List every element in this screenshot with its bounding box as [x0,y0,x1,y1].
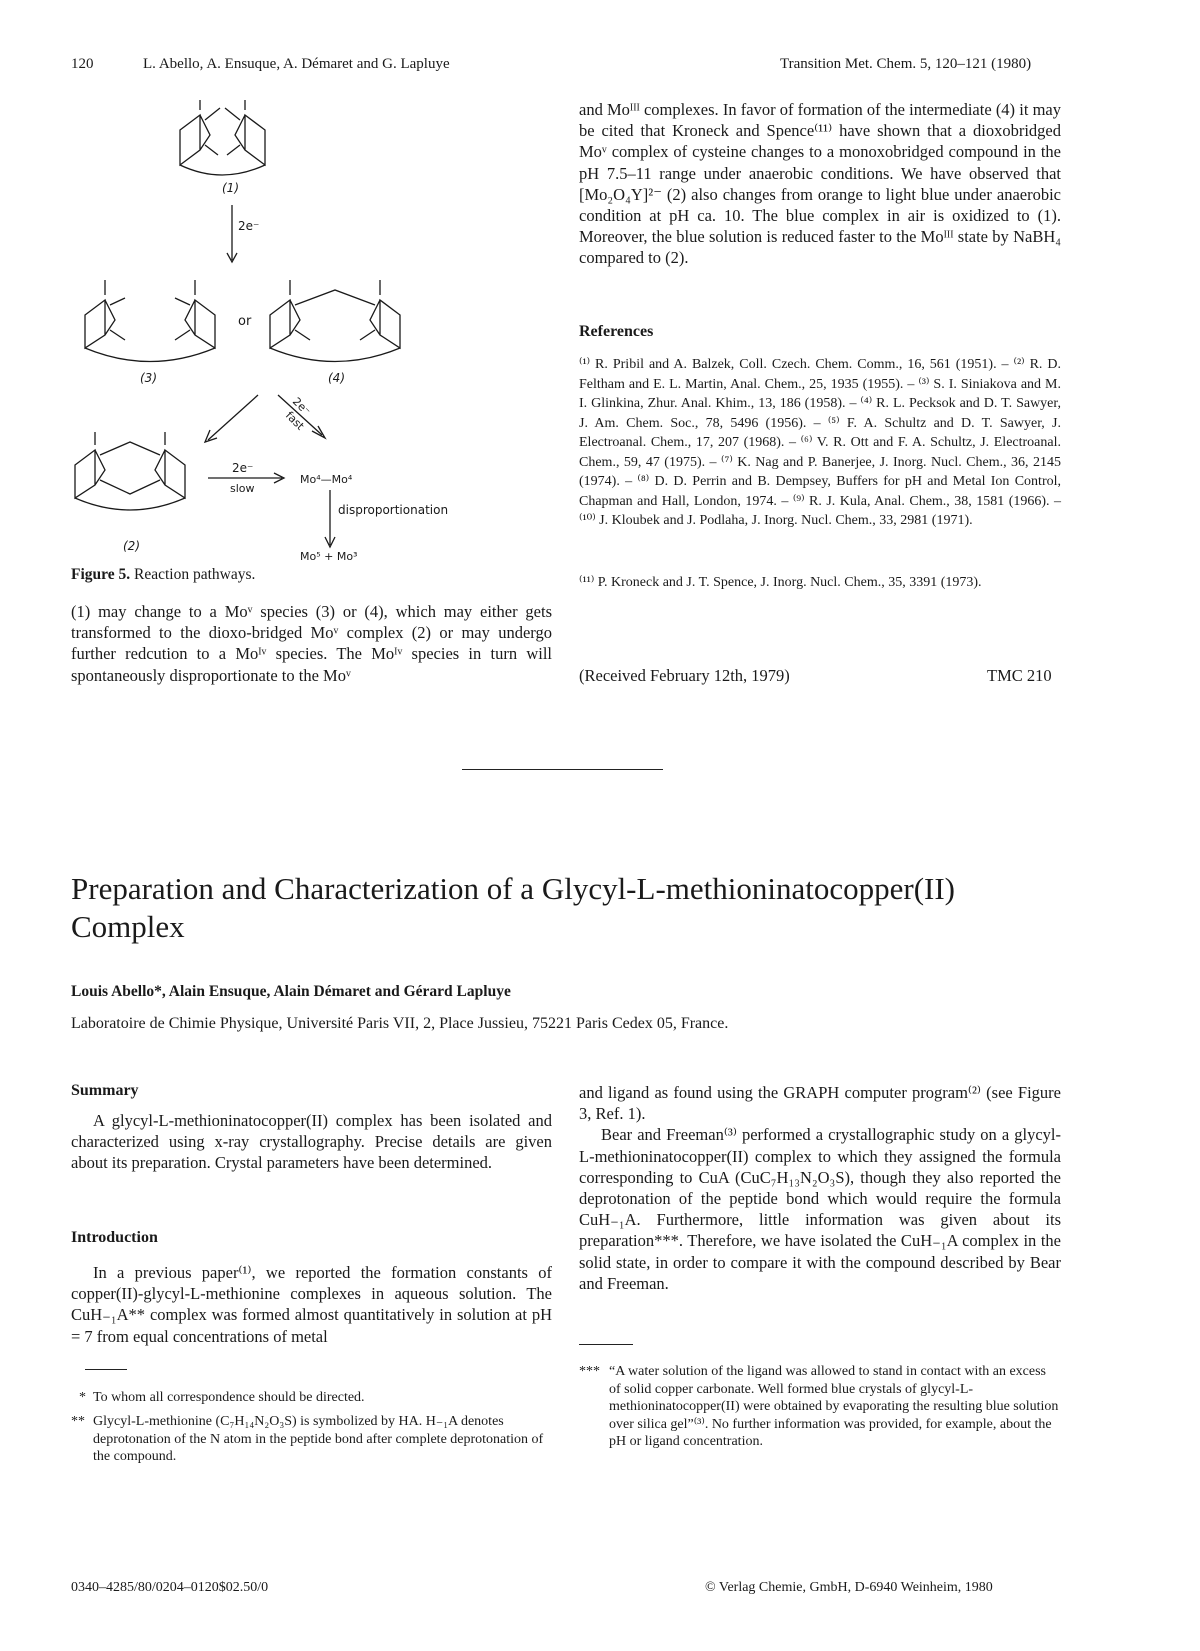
arrow-label-2e-fast: 2e⁻ [289,394,313,418]
footer-code: 0340–4285/80/0204–0120$02.50/0 [71,1580,269,1595]
article-title: Preparation and Characterization of a Glycyl-L-methioninatocopper(II) Complex [71,871,955,944]
article-authors: Louis Abello*, Alain Ensuque, Alain Démaret and Gérard Lapluye [71,983,511,1000]
article-separator [462,769,663,770]
right-body-paragraph-2: Bear and Freeman⁽³⁾ performed a crystallographic study on a glycyl-L-methioninatocopper(II) complex to which they assigned the formula corresponding to CuA (CuC₇H₁₃N₂O₃S), though they also reported the deprotonation of the peptide bond which would require the formula CuH₋₁A. Furthermore, little information was given about its preparation***. Therefore, we have isolated the CuH₋₁A complex in the solid state, in order to compare it with the compound described by Bear and Freeman. [579,1125,1061,1293]
right-body-text [579,1082,1061,1294]
compound-label-3: (3) [140,371,157,385]
references-heading: References [579,323,654,340]
introduction-text [71,1262,552,1347]
reaction-pathway-diagram [60,90,480,575]
running-header-journal: Transition Met. Chem. 5, 120–121 (1980) [780,56,1032,72]
footnote-tstar-marker: *** [579,1364,600,1379]
figure-caption-label: Figure 5. [71,566,131,583]
footnote-tstar-text: “A water solution of the ligand was allowed to stand in contact with an excess of solid copper carbonate. Well formed blue crystals of glycyl-L-methioninatocopper(II) were obtained by evaporating the resulting blue solution over silica gel”⁽³⁾. No further information was provided, for example, about the pH or ligand concentration. [609,1364,1059,1449]
disproportionation-label: disproportionation [338,503,449,517]
received-date: (Received February 12th, 1979) [579,666,790,685]
slow-label: slow [230,482,255,495]
footnote-star-text: To whom all correspondence should be directed. [93,1390,365,1405]
introduction-heading: Introduction [71,1229,158,1246]
compound-label-4: (4) [328,371,345,385]
right-body-paragraph-1: and ligand as found using the GRAPH computer program⁽²⁾ (see Figure 3, Ref. 1). [579,1083,1061,1124]
figure-caption [71,566,255,584]
compound-label-2: (2) [123,539,140,553]
arrow-label-2e: 2e⁻ [238,219,260,233]
figure-caption-text: Reaction pathways. [134,566,256,583]
page-number: 120 [71,56,94,72]
footnote-dstar-text: Glycyl-L-methionine (C₇H₁₄N₂O₃S) is symbolized by HA. H₋₁A denotes deprotonation of the N atom in the peptide bond after complete deprotonation of the compound. [93,1414,544,1464]
left-footnote-rule [85,1369,127,1370]
arrow-label-2e-slow: 2e⁻ [232,461,254,475]
introduction-paragraph: In a previous paper⁽¹⁾, we reported the formation constants of copper(II)-glycyl-L-methionine complexes in aqueous solution. The CuH₋₁A** complex was formed almost quantitatively in solution at pH = 7 from equal concentrations of metal [71,1263,552,1346]
or-label: or [238,314,252,329]
footnote-dstar-marker: ** [71,1414,85,1429]
summary-paragraph: A glycyl-L-methioninatocopper(II) complex has been isolated and characterized using x-ray crystallography. Precise details are given about its preparation. Crystal parameters have been determined. [71,1111,552,1173]
right-footnote-rule [579,1344,633,1345]
left-top-paragraph: (1) may change to a Moᵛ species (3) or (4), which may either gets transformed to the dioxo-bridged Moᵛ complex (2) or may undergo further redcution to a Moᴵᵛ species. The Moᴵᵛ species in turn will spontaneously disproportionate to the Moᵛ [71,602,552,685]
footer-copyright: © Verlag Chemie, GmbH, D-6940 Weinheim, 1980 [705,1580,993,1595]
article-affiliation: Laboratoire de Chimie Physique, Université Paris VII, 2, Place Jussieu, 75221 Paris Cedex 05, France. [71,1015,729,1032]
tmc-code: TMC 210 [987,666,1052,685]
right-top-paragraph: and Moᴵᴵᴵ complexes. In favor of formation of the intermediate (4) it may be cited that Kroneck and Spence⁽¹¹⁾ have shown that a dioxobridged Moᵛ complex of cysteine changes to a monoxobridged compound in the pH 7.5–11 range under anaerobic conditions. We have observed that [Mo₂O₄Y]²⁻ (2) also changes from orange to light blue under anaerobic condition at pH ca. 10. The blue complex in air is oxidized to (1). Moreover, the blue solution is reduced faster to the Moᴵᴵᴵ state by NaBH₄ compared to (2). [579,100,1061,268]
summary-heading: Summary [71,1082,139,1099]
footnote-star-marker: * [79,1390,86,1405]
compound-label-1: (1) [222,181,239,195]
disproportionation-products: Mo⁵ + Mo³ [300,550,358,563]
fast-label: fast [282,408,307,433]
mo4-pair: Mo⁴—Mo⁴ [300,473,353,486]
running-header-authors: L. Abello, A. Ensuque, A. Démaret and G. Lapluye [143,56,450,72]
summary-text [71,1110,552,1174]
references-list: ⁽¹⁾ R. Pribil and A. Balzek, Coll. Czech. Chem. Comm., 16, 561 (1951). – ⁽²⁾ R. D. Feltham and E. L. Martin, Anal. Chem., 25, 1935 (1955). – ⁽³⁾ S. I. Siniakova and M. I. Glinkina, Zhur. Anal. Khim., 13, 186 (1958). – ⁽⁴⁾ R. L. Pecksok and D. T. Sawyer, J. Am. Chem. Soc., 78, 5496 (1956). – ⁽⁵⁾ F. A. Schultz and D. T. Sawyer, J. Electroanal. Chem., 17, 207 (1968). – ⁽⁶⁾ V. R. Ott and F. A. Schultz, J. Electroanal. Chem., 59, 47 (1975). – ⁽⁷⁾ K. Nag and P. Banerjee, J. Inorg. Nucl. Chem., 36, 2145 (1974). – ⁽⁸⁾ D. D. Perrin and B. Dempsey, Buffers for pH and Metal Ion Control, Chapman and Hall, London, 1974. – ⁽⁹⁾ R. J. Kula, Anal. Chem., 38, 1581 (1966). – ⁽¹⁰⁾ J. Kloubek and J. Podlaha, J. Inorg. Nucl. Chem., 33, 2981 (1971). [579,357,1061,528]
reference-11: ⁽¹¹⁾ P. Kroneck and J. T. Spence, J. Inorg. Nucl. Chem., 35, 3391 (1973). [579,575,982,590]
